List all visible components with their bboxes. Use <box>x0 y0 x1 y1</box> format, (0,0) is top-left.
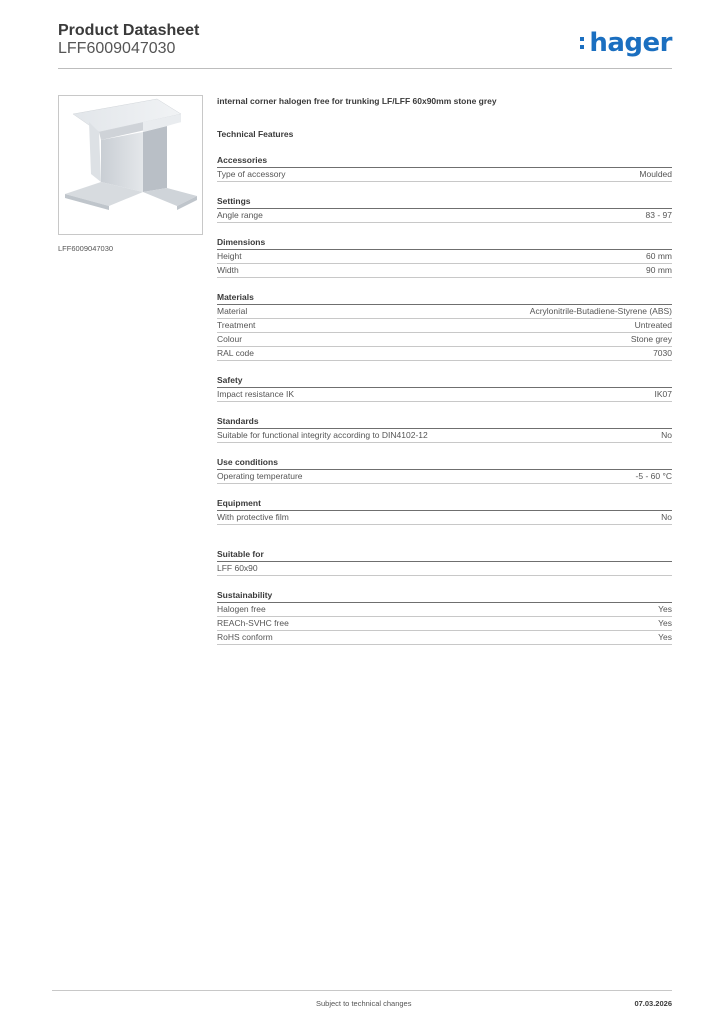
spec-label: Angle range <box>217 210 263 220</box>
section-equipment <box>217 498 672 525</box>
logo-dots-icon <box>580 37 584 53</box>
spec-value: 60 mm <box>646 251 672 261</box>
footer-divider <box>52 990 672 991</box>
spec-value: Stone grey <box>630 334 672 344</box>
spec-row <box>217 388 672 402</box>
spec-label: LFF 60x90 <box>217 563 258 573</box>
spec-value: Yes <box>658 604 672 614</box>
spec-label: Operating temperature <box>217 471 303 481</box>
section-title: Accessories <box>217 155 672 168</box>
section-title: Suitable for <box>217 549 672 562</box>
section-title: Standards <box>217 416 672 429</box>
section-settings <box>217 196 672 223</box>
spec-row <box>217 631 672 645</box>
section-title: Sustainability <box>217 590 672 603</box>
spec-value: -5 - 60 °C <box>635 471 672 481</box>
spec-row <box>217 168 672 182</box>
section-title: Settings <box>217 196 672 209</box>
section-suitable-for <box>217 549 672 576</box>
spec-value: No <box>661 512 672 522</box>
document-title: Product Datasheet <box>58 22 200 39</box>
spec-value: 83 - 97 <box>645 210 672 220</box>
spec-row <box>217 209 672 223</box>
brand-logo <box>589 28 672 58</box>
spec-row <box>217 429 672 443</box>
spec-label: Type of accessory <box>217 169 286 179</box>
spec-value: 7030 <box>653 348 672 358</box>
spec-value: Untreated <box>634 320 672 330</box>
spec-value: Moulded <box>639 169 672 179</box>
spec-row <box>217 511 672 525</box>
product-code: LFF6009047030 <box>58 40 176 57</box>
spec-row <box>217 305 672 319</box>
image-caption: LFF6009047030 <box>58 244 114 253</box>
spec-row <box>217 617 672 631</box>
spec-label: Material <box>217 306 248 316</box>
section-accessories <box>217 155 672 182</box>
spec-label: Impact resistance IK <box>217 389 295 399</box>
footer-note: Subject to technical changes <box>316 999 412 1008</box>
section-use-conditions <box>217 457 672 484</box>
technical-features-heading: Technical Features <box>217 129 294 139</box>
section-title: Safety <box>217 375 672 388</box>
spec-label: Treatment <box>217 320 256 330</box>
section-safety <box>217 375 672 402</box>
spec-row <box>217 562 672 576</box>
page-header <box>58 22 672 70</box>
spec-label: With protective film <box>217 512 289 522</box>
spec-row <box>217 347 672 361</box>
spec-value: 90 mm <box>646 265 672 275</box>
section-title: Use conditions <box>217 457 672 470</box>
product-image <box>58 95 203 235</box>
header-divider <box>58 68 672 69</box>
logo-text: hager <box>589 28 672 58</box>
spec-label: Suitable for functional integrity according to DIN4102-12 <box>217 430 428 440</box>
spec-row <box>217 603 672 617</box>
spec-label: REACh-SVHC free <box>217 618 289 628</box>
section-sustainability <box>217 590 672 645</box>
spec-row <box>217 264 672 278</box>
spec-value: Yes <box>658 618 672 628</box>
section-title: Dimensions <box>217 237 672 250</box>
section-title: Materials <box>217 292 672 305</box>
spec-label: Halogen free <box>217 604 266 614</box>
spec-value: Yes <box>658 632 672 642</box>
spec-label: RAL code <box>217 348 255 358</box>
spec-label: Width <box>217 265 239 275</box>
technical-content <box>217 96 672 645</box>
footer-date: 07.03.2026 <box>634 999 672 1008</box>
section-standards <box>217 416 672 443</box>
section-title: Equipment <box>217 498 672 511</box>
spec-row <box>217 319 672 333</box>
spec-value: IK07 <box>654 389 672 399</box>
corner-piece-illustration-icon <box>59 96 202 234</box>
spec-value: No <box>661 430 672 440</box>
section-materials <box>217 292 672 361</box>
spec-value: Acrylonitrile-Butadiene-Styrene (ABS) <box>529 306 672 316</box>
spec-row <box>217 250 672 264</box>
spec-label: Height <box>217 251 242 261</box>
spec-row <box>217 333 672 347</box>
spec-row <box>217 470 672 484</box>
product-description: internal corner halogen free for trunking LF/LFF 60x90mm stone grey <box>217 96 497 106</box>
section-dimensions <box>217 237 672 278</box>
spec-label: RoHS conform <box>217 632 273 642</box>
spec-label: Colour <box>217 334 243 344</box>
